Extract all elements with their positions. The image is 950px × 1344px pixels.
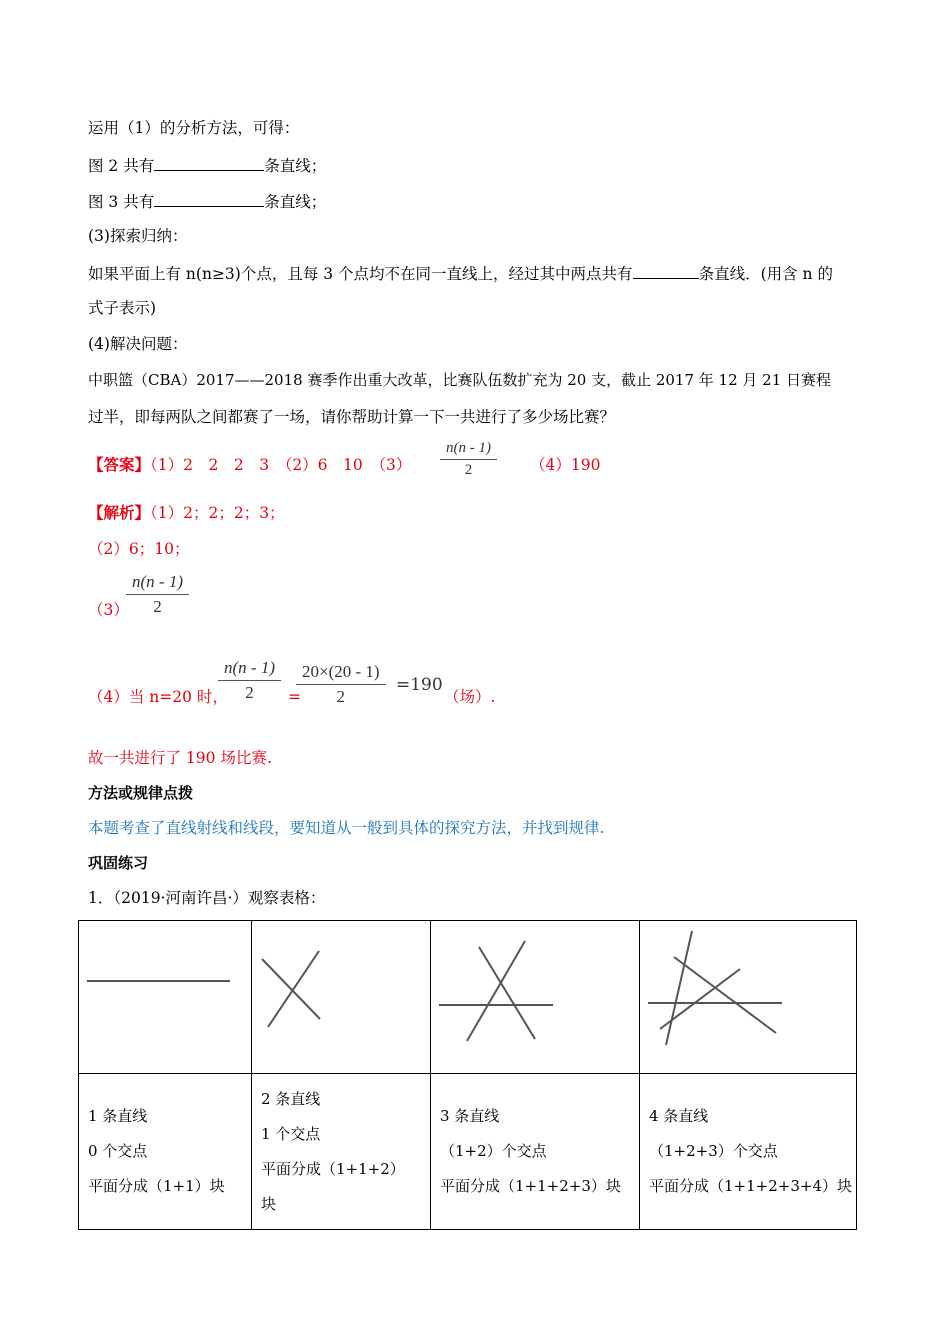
text-line-fig3 — [88, 190, 326, 212]
fraction-bar — [126, 594, 189, 595]
fraction-denominator: 2 — [245, 683, 254, 702]
text: 运用（1）的分析方法，可得： — [88, 119, 300, 137]
four-lines-figure — [640, 921, 856, 1069]
text: （2）6；10； — [88, 540, 190, 558]
fraction-bar — [296, 684, 386, 685]
two-lines-figure — [252, 921, 430, 1069]
text-line — [88, 407, 615, 427]
text: 图 3 共有 — [88, 193, 155, 211]
one-line-figure — [79, 921, 251, 1069]
fraction-numerator: n(n - 1) — [446, 440, 491, 456]
line-2 — [479, 947, 535, 1039]
region-count-cont: 块 — [261, 1194, 277, 1213]
text: 中职篮（CBA）2017——2018 赛季作出重大改革，比赛队伍数扩充为 20 支，截止 2017 年 12 月 21 日赛程 — [88, 371, 832, 389]
fraction-bar — [218, 680, 281, 681]
text-line — [88, 298, 156, 318]
desc-cell-2 — [252, 1074, 431, 1230]
practice-heading — [88, 853, 148, 873]
analysis-label: 【解析】 — [88, 504, 151, 522]
text-line-fig2 — [88, 154, 326, 176]
text: （1）2；2；2；3； — [150, 504, 285, 522]
method-heading — [88, 783, 193, 803]
text: 条直线； — [264, 193, 327, 211]
blank-underline[interactable] — [154, 190, 264, 207]
text-line — [88, 334, 187, 354]
line-3 — [674, 957, 776, 1033]
desc-cell-4 — [640, 1074, 857, 1230]
intersection-count: 1 个交点 — [261, 1124, 321, 1143]
conclusion — [88, 748, 272, 768]
three-lines-figure — [431, 921, 639, 1069]
line-2 — [666, 931, 692, 1045]
result — [396, 675, 443, 695]
description-row — [79, 1074, 857, 1230]
lines-table — [78, 920, 857, 1230]
text: 巩固练习 — [88, 854, 149, 872]
blank-underline[interactable] — [633, 262, 699, 279]
text: （3） — [88, 601, 129, 619]
region-count: 平面分成（1+1+2+3+4）块 — [649, 1177, 852, 1195]
text-line — [88, 118, 299, 138]
figure-cell-2 — [252, 921, 431, 1074]
text: (4)解决问题： — [88, 335, 188, 353]
analysis-fraction-4a — [218, 658, 281, 703]
answer-line — [88, 455, 411, 475]
text: 本题考查了直线射线和线段，要知道从一般到具体的探究方法，并找到规律. — [88, 819, 605, 837]
region-count: 平面分成（1+1）块 — [88, 1177, 225, 1195]
figure-cell-4 — [640, 921, 857, 1074]
analysis-fraction-3 — [126, 572, 189, 617]
desc-cell-3 — [431, 1074, 640, 1230]
figure-row — [79, 921, 857, 1074]
blank-underline[interactable] — [154, 154, 264, 171]
figure-cell-3 — [431, 921, 640, 1074]
text: 条直线．(用含 n 的 — [698, 265, 833, 283]
analysis-fraction-4b — [296, 662, 386, 707]
intersection-count: （1+2）个交点 — [440, 1142, 547, 1160]
answer-fraction — [440, 440, 497, 479]
analysis-line — [88, 600, 129, 620]
line-count: 1 条直线 — [88, 1107, 148, 1125]
fraction-denominator: 2 — [153, 597, 162, 616]
practice-question — [88, 888, 325, 908]
method-text — [88, 818, 604, 838]
analysis-line — [88, 503, 285, 523]
fraction-numerator: n(n - 1) — [224, 658, 275, 677]
line-count: 2 条直线 — [261, 1089, 321, 1108]
analysis-line-4 — [88, 687, 228, 707]
region-count: 平面分成（1+1+2+3）块 — [440, 1177, 621, 1195]
text: = — [288, 688, 301, 706]
text: （4）190 — [530, 456, 601, 474]
answer-label: 【答案】 — [88, 456, 151, 474]
text-line — [88, 262, 833, 284]
text: =190 — [396, 675, 443, 695]
line-2 — [268, 951, 319, 1027]
text: 条直线； — [264, 157, 327, 175]
fraction-numerator: n(n - 1) — [132, 572, 183, 591]
text: 故一共进行了 190 场比赛. — [88, 749, 272, 767]
intersection-count: （1+2+3）个交点 — [649, 1142, 778, 1160]
text-line — [88, 370, 831, 390]
fraction-numerator: 20×(20 - 1) — [302, 662, 380, 681]
text: 1．（2019·河南许昌·）观察表格： — [88, 889, 326, 907]
unit — [444, 687, 495, 707]
fraction-denominator: 2 — [336, 687, 346, 706]
figure-cell-1 — [79, 921, 252, 1074]
line-3 — [467, 941, 525, 1041]
line-count: 3 条直线 — [440, 1107, 500, 1125]
text: 如果平面上有 n(n≥3)个点，且每 3 个点均不在同一直线上，经过其中两点共有 — [88, 265, 633, 283]
fraction-bar — [440, 459, 497, 460]
analysis-line — [88, 539, 189, 559]
answer-text: （1）2 2 2 3 （2）6 10 （3） — [150, 456, 412, 474]
line-count: 4 条直线 — [649, 1107, 709, 1125]
answer-part4 — [530, 455, 600, 475]
line-4 — [660, 969, 740, 1029]
fraction-denominator: 2 — [464, 462, 473, 478]
text: 过半，即每两队之间都赛了一场，请你帮助计算一下一共进行了多少场比赛？ — [88, 408, 616, 426]
text: （4）当 n=20 时， — [88, 688, 228, 706]
text: 方法或规律点拨 — [88, 784, 194, 802]
text-line — [88, 226, 187, 246]
region-count: 平面分成（1+1+2） — [261, 1159, 405, 1178]
text: 式子表示) — [88, 299, 157, 317]
text: (3)探索归纳： — [88, 227, 188, 245]
intersection-count: 0 个交点 — [88, 1142, 148, 1160]
line-1 — [262, 959, 320, 1019]
text: 图 2 共有 — [88, 157, 155, 175]
text: （场）. — [444, 688, 496, 706]
desc-cell-1 — [79, 1074, 252, 1230]
